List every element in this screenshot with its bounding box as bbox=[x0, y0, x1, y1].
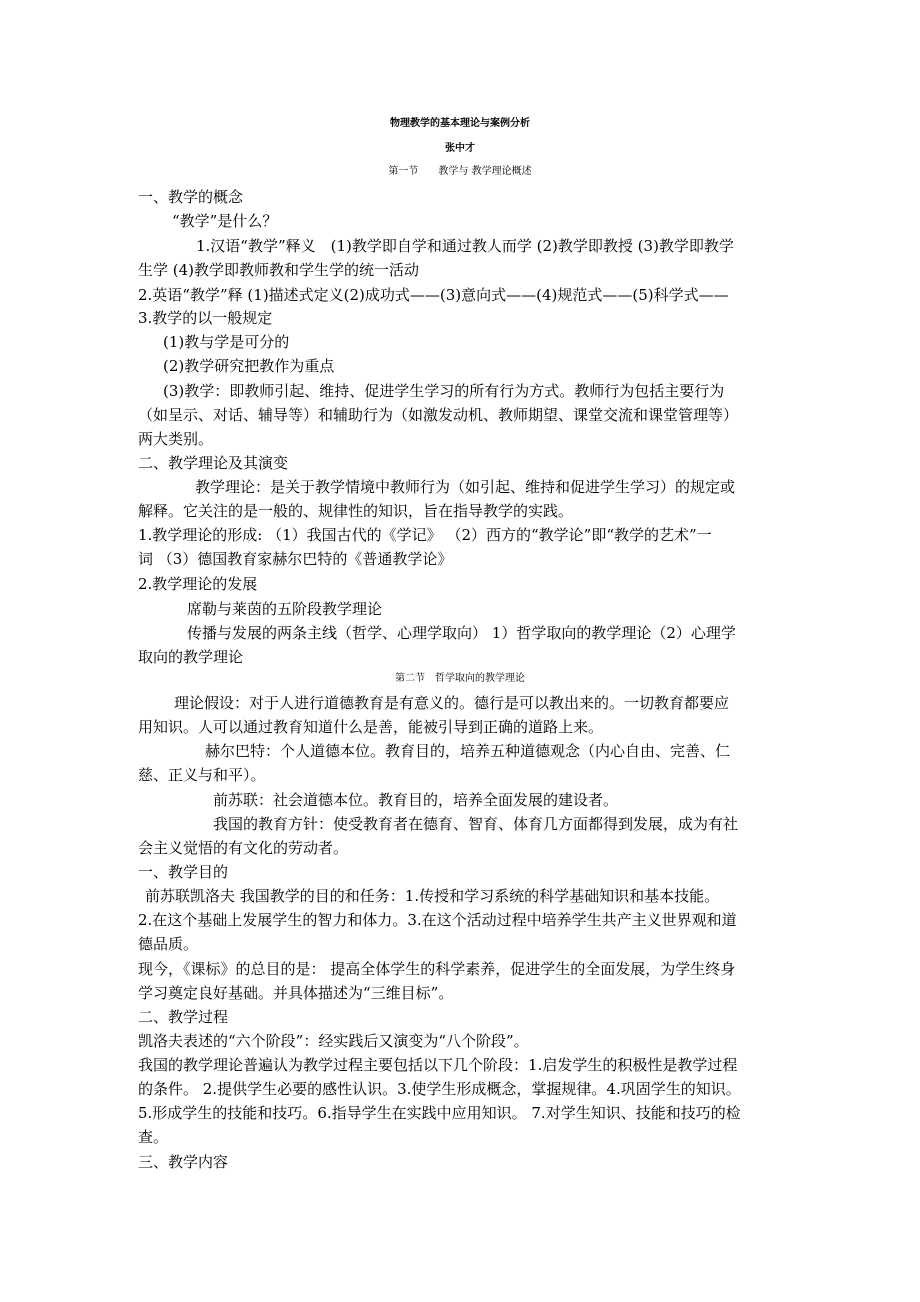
paragraph: 凯洛夫表述的“六个阶段”：经实践后又演变为“八个阶段”。 bbox=[138, 1032, 529, 1050]
paragraph: 2.教学理论的发展 bbox=[138, 575, 258, 593]
paragraph: 我国的教学理论普遍认为教学过程主要包括以下几个阶段：1.启发学生的积极性是教学过程 bbox=[138, 1056, 738, 1074]
list-item: (1)教与学是可分的 bbox=[163, 333, 290, 351]
paragraph: 5.形成学生的技能和技巧。6.指导学生在实践中应用知识。 7.对学生知识、技能和技巧的检 bbox=[138, 1104, 741, 1122]
paragraph: 会主义觉悟的有文化的劳动者。 bbox=[138, 839, 349, 857]
paragraph: 学习奠定良好基础。并具体描述为“三维目标”。 bbox=[138, 984, 454, 1002]
heading-teaching-concept: 一、教学的概念 bbox=[138, 188, 244, 206]
paragraph: 1.教学理论的形成: （1）我国古代的《学记》 （2）西方的“教学论”即“教学的艺术”一 bbox=[138, 526, 712, 544]
paragraph: 现今，《课标》的总目的是： 提高全体学生的科学素养，促进学生的全面发展，为学生终身 bbox=[138, 960, 736, 978]
paragraph: 词 （3）德国教育家赫尔巴特的《普通教学论》 bbox=[138, 550, 453, 568]
document-title: 物理教学的基本理论与案例分析 bbox=[390, 118, 530, 129]
document-author: 张中才 bbox=[445, 143, 475, 154]
paragraph: 慈、正义与和平）。 bbox=[138, 766, 266, 784]
section-1-heading: 第一节 教学与 教学理论概述 bbox=[388, 166, 532, 177]
heading-teaching-content: 三、教学内容 bbox=[138, 1153, 229, 1171]
paragraph: 德品质。 bbox=[138, 935, 199, 953]
paragraph: 查。 bbox=[138, 1128, 169, 1146]
paragraph: 赫尔巴特：个人道德本位。教育目的，培养五种道德观念（内心自由、完善、仁 bbox=[205, 742, 731, 760]
paragraph: 解释。它关注的是一般的、规律性的知识，旨在指导教学的实践。 bbox=[138, 502, 574, 520]
paragraph: 我国的教育方针：使受教育者在德育、智育、体育几方面都得到发展，成为有社 bbox=[213, 815, 739, 833]
paragraph: 用知识。人可以通过教育知道什么是善，能被引导到正确的道路上来。 bbox=[138, 718, 604, 736]
paragraph: 的条件。 2.提供学生必要的感性认识。3.使学生形成概念，掌握规律。4.巩固学生的知识。 bbox=[138, 1080, 741, 1098]
paragraph: 1.汉语“教学”释义 (1)教学即自学和通过教人而学 (2)教学即教授 (3)教学即教学 bbox=[196, 237, 734, 255]
list-item: (3)教学：即教师引起、维持、促进学生学习的所有行为方式。教师行为包括主要行为 bbox=[163, 382, 725, 400]
heading-teaching-process: 二、教学过程 bbox=[138, 1008, 229, 1026]
list-item: (2)教学研究把教作为重点 bbox=[163, 357, 335, 375]
heading-teaching-goal: 一、教学目的 bbox=[138, 863, 229, 881]
paragraph: 取向的教学理论 bbox=[138, 648, 244, 666]
paragraph: 教学理论：是关于教学情境中教师行为（如引起、维持和促进学生学习）的规定或 bbox=[195, 478, 736, 496]
paragraph: 前苏联凯洛夫 我国教学的目的和任务：1.传授和学习系统的科学基础知识和基本技能。 bbox=[145, 887, 720, 905]
paragraph: 两大类别。 bbox=[138, 430, 214, 448]
section-2-heading: 第二节 哲学取向的教学理论 bbox=[395, 673, 525, 684]
heading-teaching-theory: 二、教学理论及其演变 bbox=[138, 454, 289, 472]
paragraph: 前苏联：社会道德本位。教育目的，培养全面发展的建设者。 bbox=[213, 791, 619, 809]
paragraph: 生学 (4)教学即教师教和学生学的统一活动 bbox=[138, 261, 420, 279]
paragraph: 传播与发展的两条主线（哲学、心理学取向） 1）哲学取向的教学理论（2）心理学 bbox=[187, 624, 736, 642]
paragraph: 2.英语“教学”释 (1)描述式定义(2)成功式——(3)意向式——(4)规范式——(5)科学式—— bbox=[138, 286, 729, 304]
paragraph: “教学”是什么？ bbox=[172, 212, 278, 230]
paragraph: 席勒与莱茵的五阶段教学理论 bbox=[187, 600, 383, 618]
paragraph: 3.教学的以一般规定 bbox=[138, 309, 273, 327]
paragraph: （如呈示、对话、辅导等）和辅助行为（如激发动机、教师期望、课堂交流和课堂管理等） bbox=[138, 406, 739, 424]
paragraph: 2.在这个基础上发展学生的智力和体力。3.在这个活动过程中培养学生共产主义世界观和道 bbox=[138, 911, 737, 929]
paragraph: 理论假设：对于人进行道德教育是有意义的。德行是可以教出来的。一切教育都要应 bbox=[174, 694, 730, 712]
